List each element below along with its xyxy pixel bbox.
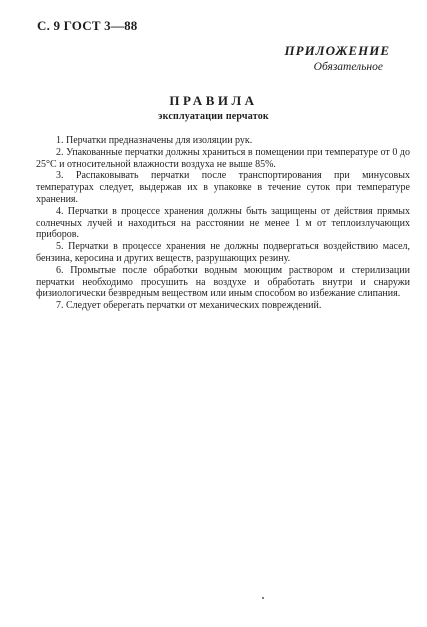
- rule-paragraph-6: 6. Промытые после обработки водным моющим раствором и стерилизации перчатки необходимо просушить на воздухе и обработать внутри и снаружи физиологически безвредным веществом или иным способом во избежание слипания.: [36, 264, 410, 300]
- rule-paragraph-3: 3. Распаковывать перчатки после транспортирования при минусовых температурах следует, выдержав их в упаковке в течение суток при температуре хранения.: [36, 170, 410, 205]
- rule-paragraph-2: 2. Упакованные перчатки должны храниться в помещении при температуре от 0 до 25°С и относительной влажности воздуха не выше 85%.: [36, 146, 410, 170]
- document-subtitle: эксплуатации перчаток: [158, 111, 269, 122]
- rule-paragraph-4: 4. Перчатки в процессе хранения должны быть защищены от действия прямых солнечных лучей и находиться на расстоянии не менее 1 м от теплоизлучающих приборов.: [36, 205, 410, 241]
- document-title: ПРАВИЛА: [169, 93, 258, 108]
- print-speck: [262, 597, 264, 599]
- rule-paragraph-5: 5. Перчатки в процессе хранения не должны подвергаться воздействию масел, бензина, керосина и других веществ, разрушающих резину.: [36, 241, 410, 264]
- rule-paragraph-7: 7. Следует оберегать перчатки от механических повреждений.: [56, 300, 322, 312]
- appendix-status: Обязательное: [313, 61, 383, 73]
- page-header: С. 9 ГОСТ 3—88: [37, 18, 138, 33]
- rules-body: [36, 135, 410, 312]
- rule-paragraph-1: 1. Перчатки предназначены для изоляции рук.: [56, 135, 253, 146]
- appendix-label: ПРИЛОЖЕНИЕ: [284, 43, 390, 58]
